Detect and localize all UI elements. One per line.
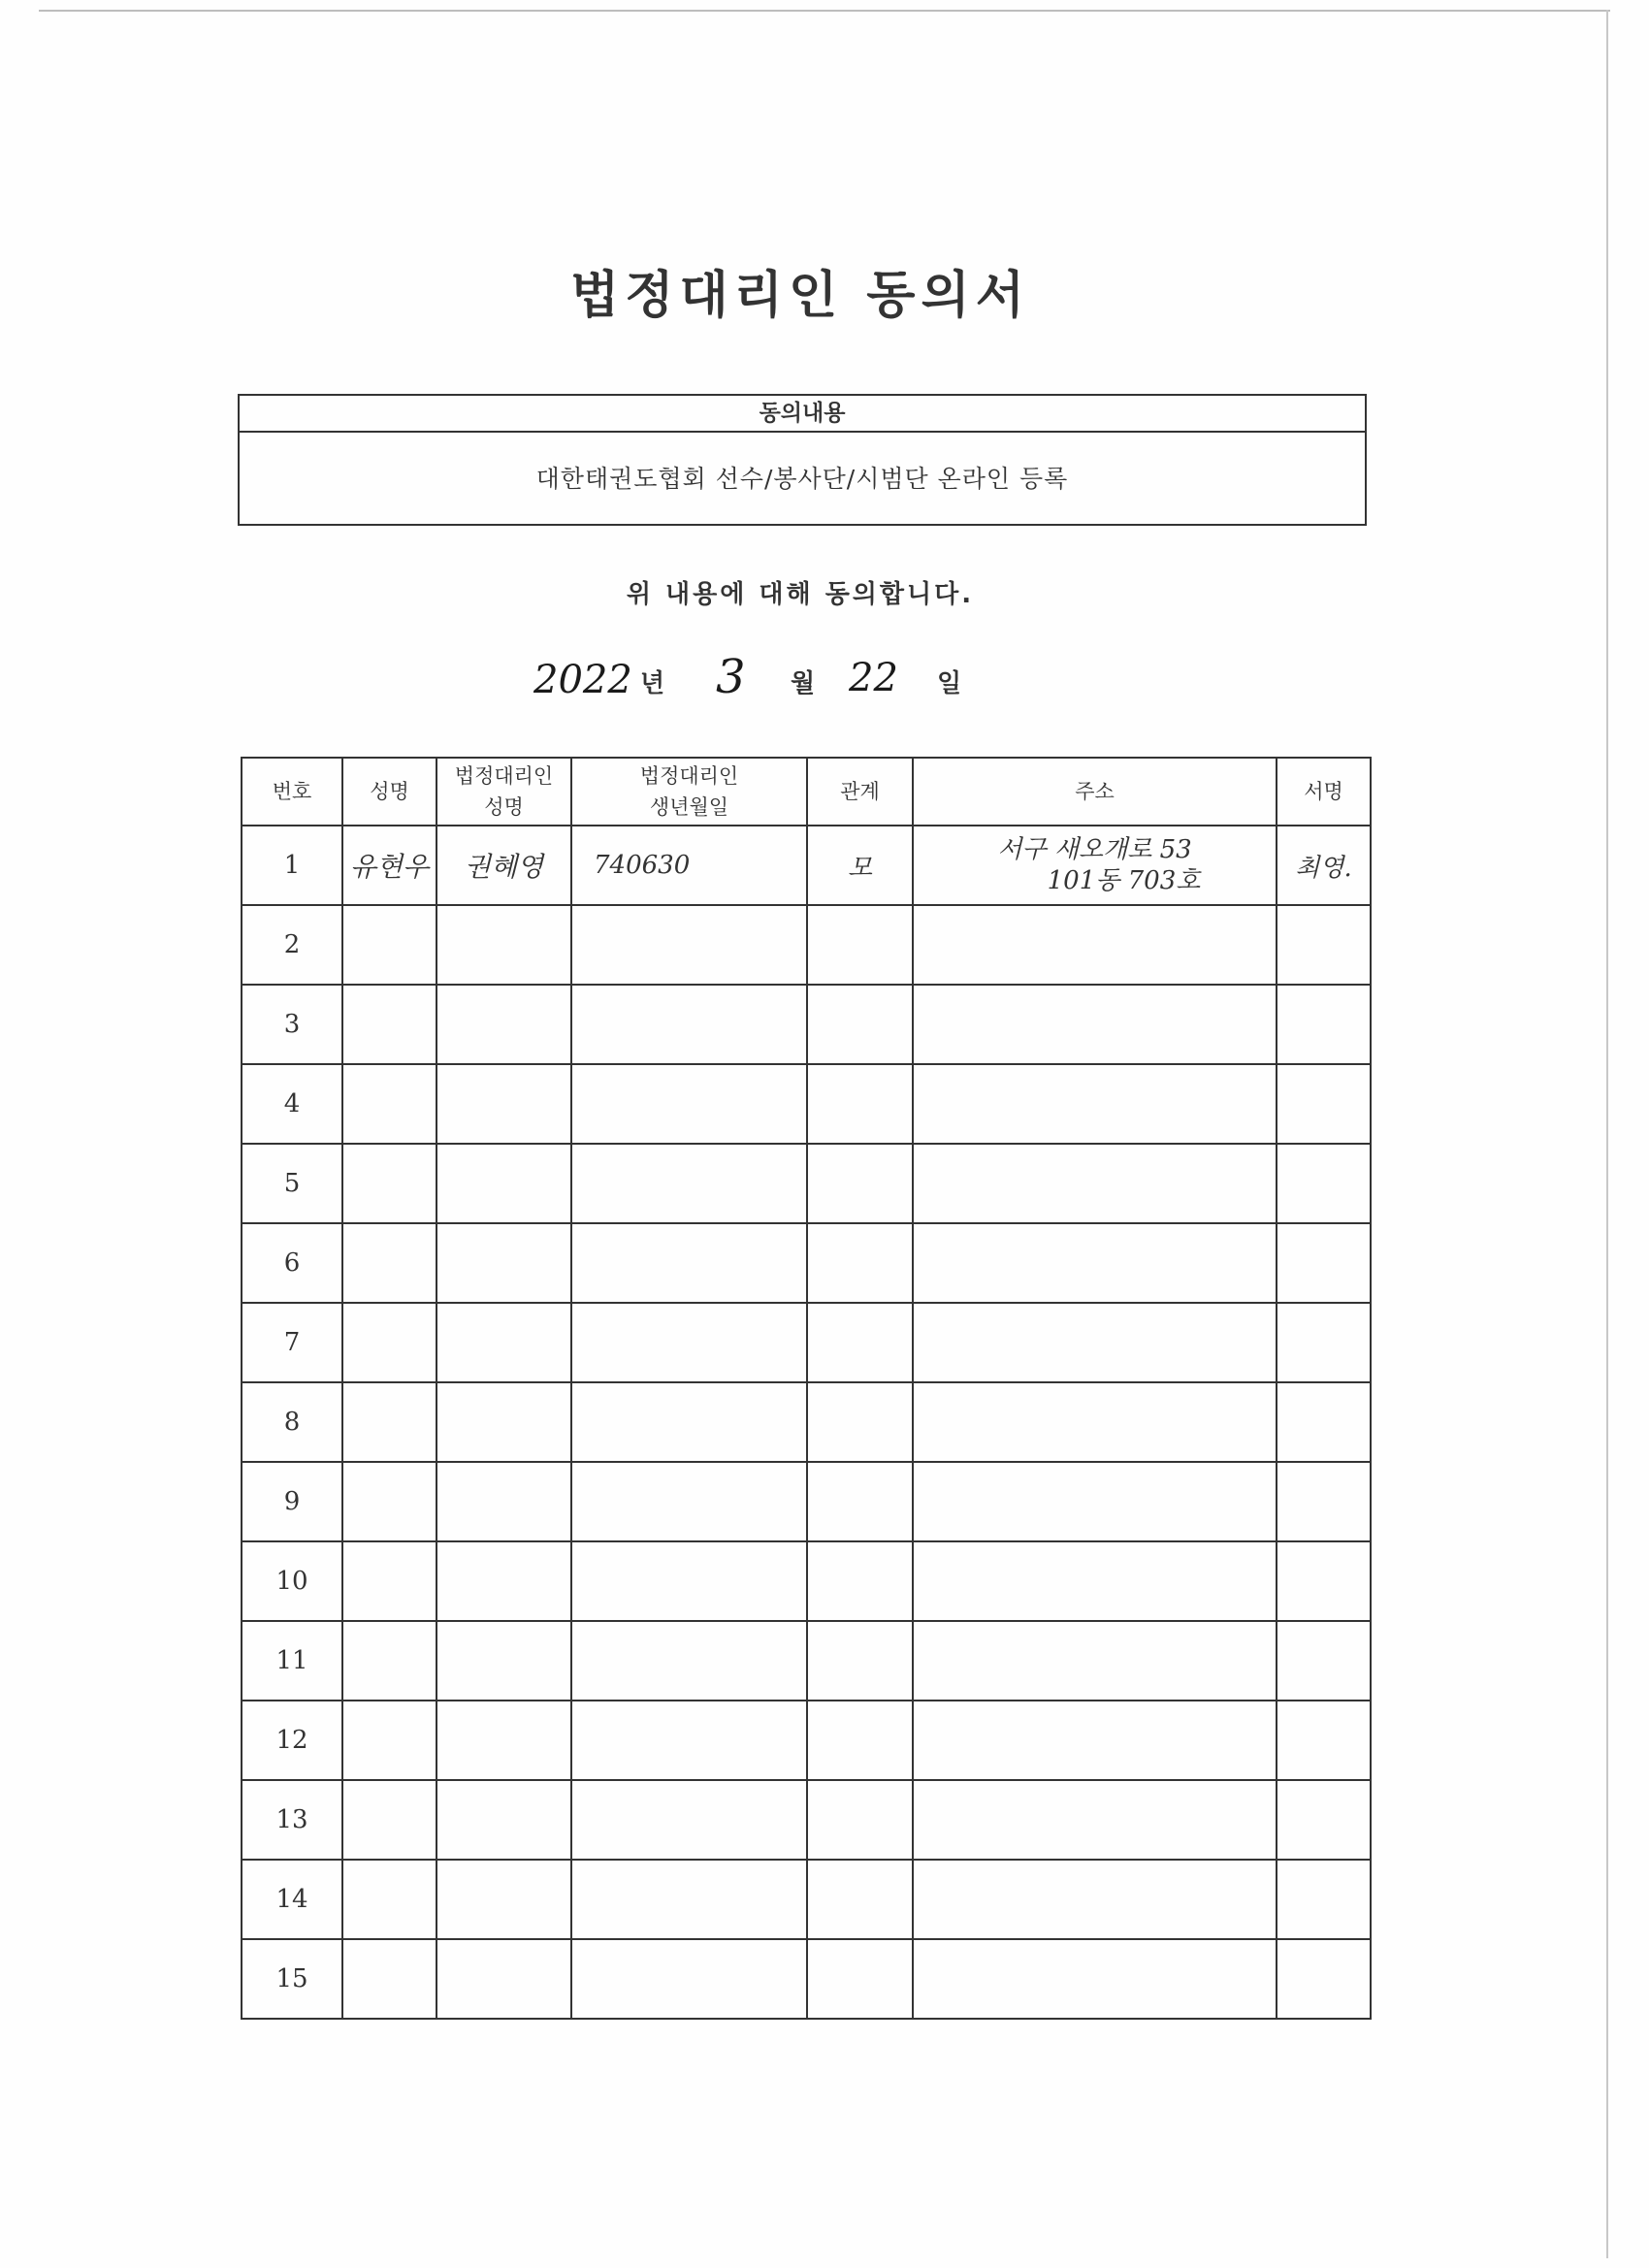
consent-header: 동의내용 xyxy=(240,396,1365,433)
row-guardian-name xyxy=(436,1860,571,1939)
row-signature: 최영. xyxy=(1277,826,1371,905)
row-relation xyxy=(807,1144,913,1223)
table-row xyxy=(242,1382,1371,1462)
row-number: 5 xyxy=(242,1144,342,1223)
col-header-relation: 관계 xyxy=(807,758,913,826)
row-signature xyxy=(1277,1621,1371,1701)
row-name xyxy=(342,1780,436,1860)
col-header-guardian-name xyxy=(436,758,571,826)
row-name xyxy=(342,1144,436,1223)
row-relation xyxy=(807,1541,913,1621)
row-name xyxy=(342,905,436,985)
row-guardian-name xyxy=(436,1462,571,1541)
row-address xyxy=(913,1144,1277,1223)
row-relation xyxy=(807,1621,913,1701)
date-day-label: 일 xyxy=(937,669,962,698)
consent-box xyxy=(238,394,1367,526)
row-name xyxy=(342,1382,436,1462)
row-guardian-name xyxy=(436,1541,571,1621)
table-row xyxy=(242,1939,1371,2019)
col-header-guardian-birth xyxy=(571,758,807,826)
guardian-table xyxy=(241,757,1372,2020)
row-relation xyxy=(807,1939,913,2019)
row-number: 9 xyxy=(242,1462,342,1541)
row-address-line1: 서구 새오개로 53 xyxy=(997,835,1192,864)
row-signature xyxy=(1277,1541,1371,1621)
row-signature xyxy=(1277,1223,1371,1303)
row-guardian-birth xyxy=(571,1303,807,1382)
row-address-line2: 101동 703호 xyxy=(1047,866,1201,895)
row-address xyxy=(913,1701,1277,1780)
row-relation xyxy=(807,1064,913,1144)
row-signature xyxy=(1277,1701,1371,1780)
row-guardian-birth xyxy=(571,1541,807,1621)
date-row xyxy=(0,652,1649,710)
row-number: 10 xyxy=(242,1541,342,1621)
row-signature xyxy=(1277,1939,1371,2019)
row-address xyxy=(913,1303,1277,1382)
row-name xyxy=(342,1860,436,1939)
row-relation xyxy=(807,1780,913,1860)
document-title: 법정대리인 동의서 xyxy=(570,267,1030,325)
row-guardian-birth xyxy=(571,1860,807,1939)
col-header-guardian-name-line2: 성명 xyxy=(484,795,524,819)
row-address xyxy=(913,985,1277,1064)
table-row xyxy=(242,1860,1371,1939)
table-row xyxy=(242,1701,1371,1780)
row-guardian-birth xyxy=(571,1621,807,1701)
row-number: 2 xyxy=(242,905,342,985)
row-guardian-birth xyxy=(571,905,807,985)
row-number: 1 xyxy=(242,826,342,905)
row-signature xyxy=(1277,985,1371,1064)
table-row xyxy=(242,1144,1371,1223)
row-guardian-name xyxy=(436,1780,571,1860)
scan-edge-right xyxy=(1606,10,1608,2258)
table-row xyxy=(242,905,1371,985)
table-row xyxy=(242,985,1371,1064)
row-name xyxy=(342,1541,436,1621)
row-guardian-name: 권혜영 xyxy=(436,826,571,905)
row-name xyxy=(342,1303,436,1382)
col-header-guardian-birth-line2: 생년월일 xyxy=(649,795,729,819)
row-guardian-birth xyxy=(571,985,807,1064)
row-signature xyxy=(1277,1860,1371,1939)
row-guardian-name xyxy=(436,1701,571,1780)
table-row xyxy=(242,1303,1371,1382)
row-relation xyxy=(807,905,913,985)
row-address xyxy=(913,1860,1277,1939)
row-number: 6 xyxy=(242,1223,342,1303)
row-guardian-name xyxy=(436,1223,571,1303)
row-name xyxy=(342,1223,436,1303)
row-number: 7 xyxy=(242,1303,342,1382)
col-header-guardian-name-line1: 법정대리인 xyxy=(454,764,554,788)
date-month: 3 xyxy=(716,650,746,704)
row-relation xyxy=(807,1382,913,1462)
row-guardian-name xyxy=(436,1382,571,1462)
row-number: 4 xyxy=(242,1064,342,1144)
row-guardian-name xyxy=(436,1064,571,1144)
row-address xyxy=(913,826,1277,905)
date-day: 22 xyxy=(849,656,898,700)
row-name xyxy=(342,985,436,1064)
col-header-number: 번호 xyxy=(242,758,342,826)
col-header-address: 주소 xyxy=(913,758,1277,826)
row-number: 14 xyxy=(242,1860,342,1939)
row-name xyxy=(342,1621,436,1701)
row-guardian-name xyxy=(436,985,571,1064)
table-row xyxy=(242,1223,1371,1303)
row-relation xyxy=(807,1860,913,1939)
row-guardian-birth xyxy=(571,1780,807,1860)
row-guardian-birth: 740630 xyxy=(571,826,807,905)
table-header-row xyxy=(242,758,1371,826)
row-relation xyxy=(807,1701,913,1780)
row-address xyxy=(913,1462,1277,1541)
agreement-text: 위 내용에 대해 동의합니다. xyxy=(626,580,975,609)
row-number: 11 xyxy=(242,1621,342,1701)
row-relation xyxy=(807,1223,913,1303)
date-year-label: 년 xyxy=(640,669,665,698)
table-row xyxy=(242,1780,1371,1860)
row-name: 유현우 xyxy=(342,826,436,905)
row-address xyxy=(913,1780,1277,1860)
table-row xyxy=(242,826,1371,905)
row-relation: 모 xyxy=(807,826,913,905)
table-row xyxy=(242,1462,1371,1541)
row-address xyxy=(913,1939,1277,2019)
row-address xyxy=(913,1223,1277,1303)
row-number: 12 xyxy=(242,1701,342,1780)
date-year: 2022 xyxy=(534,658,632,702)
table-row xyxy=(242,1621,1371,1701)
row-guardian-name xyxy=(436,1939,571,2019)
consent-body: 대한태권도협회 선수/봉사단/시범단 온라인 등록 xyxy=(535,465,1069,493)
table-row xyxy=(242,1064,1371,1144)
row-address xyxy=(913,1621,1277,1701)
row-guardian-birth xyxy=(571,1382,807,1462)
row-guardian-birth xyxy=(571,1462,807,1541)
row-guardian-name xyxy=(436,1621,571,1701)
row-name xyxy=(342,1701,436,1780)
row-address xyxy=(913,905,1277,985)
row-signature xyxy=(1277,1382,1371,1462)
row-address xyxy=(913,1541,1277,1621)
row-name xyxy=(342,1939,436,2019)
row-number: 8 xyxy=(242,1382,342,1462)
row-guardian-birth xyxy=(571,1939,807,2019)
row-signature xyxy=(1277,1144,1371,1223)
col-header-signature: 서명 xyxy=(1277,758,1371,826)
col-header-guardian-birth-line1: 법정대리인 xyxy=(639,764,739,788)
date-month-label: 월 xyxy=(791,669,816,698)
row-signature xyxy=(1277,905,1371,985)
row-signature xyxy=(1277,1780,1371,1860)
row-guardian-birth xyxy=(571,1144,807,1223)
row-number: 15 xyxy=(242,1939,342,2019)
scan-edge-top xyxy=(39,10,1610,12)
row-relation xyxy=(807,1303,913,1382)
row-address xyxy=(913,1382,1277,1462)
row-guardian-birth xyxy=(571,1701,807,1780)
row-number: 3 xyxy=(242,985,342,1064)
row-guardian-name xyxy=(436,1144,571,1223)
row-number: 13 xyxy=(242,1780,342,1860)
row-address xyxy=(913,1064,1277,1144)
row-relation xyxy=(807,1462,913,1541)
row-relation xyxy=(807,985,913,1064)
row-signature xyxy=(1277,1462,1371,1541)
col-header-name: 성명 xyxy=(342,758,436,826)
row-signature xyxy=(1277,1064,1371,1144)
row-name xyxy=(342,1064,436,1144)
row-guardian-birth xyxy=(571,1223,807,1303)
table-row xyxy=(242,1541,1371,1621)
row-name xyxy=(342,1462,436,1541)
row-signature xyxy=(1277,1303,1371,1382)
row-guardian-name xyxy=(436,905,571,985)
row-guardian-birth xyxy=(571,1064,807,1144)
row-guardian-name xyxy=(436,1303,571,1382)
